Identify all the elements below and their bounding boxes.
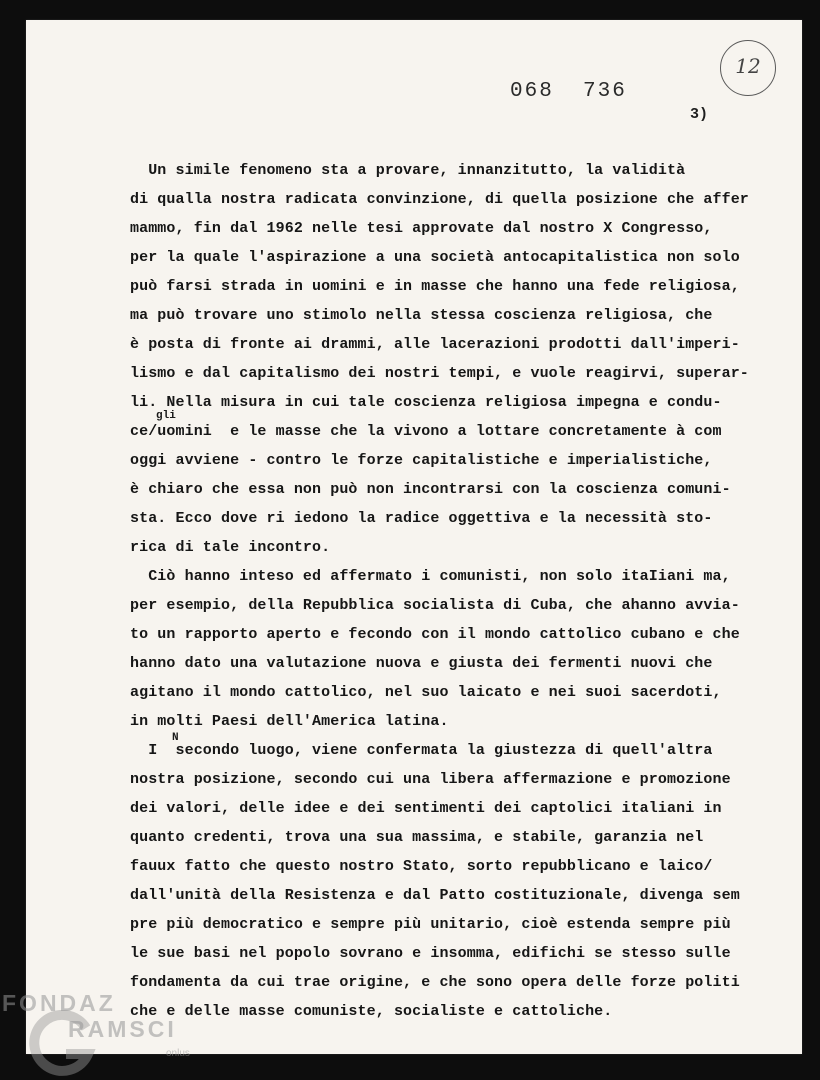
text-line: Ciò hanno inteso ed affermato i comunisti, non solo itaIiani ma,	[130, 568, 731, 585]
text-line: fauux fatto che questo nostro Stato, sorto repubblicano e laico/	[130, 858, 713, 875]
text-line: rica di tale incontro.	[130, 539, 331, 556]
document-number: 068 736	[510, 80, 627, 103]
text-line: agitano il mondo cattolico, nel suo laicato e nei suoi sacerdoti,	[130, 684, 722, 701]
text-line: per esempio, della Repubblica socialista di Cuba, che ahanno avvia-	[130, 597, 740, 614]
text-line: ce/uomini e le masse che la vivono a lottare concretamente à com	[130, 423, 722, 440]
text-line: che e delle masse comuniste, socialiste e cattoliche.	[130, 1003, 613, 1020]
text-line: to un rapporto aperto e fecondo con il mondo cattolico cubano e che	[130, 626, 740, 643]
text-line: può farsi strada in uomini e in masse che hanno una fede religiosa,	[130, 278, 740, 295]
text-line: pre più democratico e sempre più unitario, cioè estenda sempre più	[130, 916, 731, 933]
text-line: per la quale l'aspirazione a una società antocapitalistica non solo	[130, 249, 740, 266]
text-line: fondamenta da cui trae origine, e che sono opera delle forze politi	[130, 974, 740, 991]
document-page	[26, 20, 802, 1054]
text-line: mammo, fin dal 1962 nelle tesi approvate dal nostro X Congresso,	[130, 220, 713, 237]
text-line: oggi avviene - contro le forze capitalistiche e imperialistiche,	[130, 452, 713, 469]
text-line: dei valori, delle idee e dei sentimenti dei captolici italiani in	[130, 800, 722, 817]
text-line: hanno dato una valutazione nuova e giusta dei fermenti nuovi che	[130, 655, 713, 672]
text-line: le sue basi nel popolo sovrano e insomma, edifichi se stesso sulle	[130, 945, 731, 962]
text-line: di qualla nostra radicata convinzione, di quella posizione che affer	[130, 191, 749, 208]
text-line: è chiaro che essa non può non incontrarsi con la coscienza comuni-	[130, 481, 731, 498]
text-line: ma può trovare uno stimolo nella stessa coscienza religiosa, che	[130, 307, 713, 324]
text-line: sta. Ecco dove ri iedono la radice oggettiva e la necessità sto-	[130, 510, 713, 527]
watermark-line-1: FONDAZ	[2, 990, 116, 1016]
handwritten-insertion: N	[172, 732, 179, 744]
text-line: I secondo luogo, viene confermata la giustezza di quell'altra	[130, 742, 713, 759]
text-line: quanto credenti, trova una sua massima, e stabile, garanzia nel	[130, 829, 704, 846]
page-number-stamp	[720, 40, 776, 96]
watermark-logo	[0, 988, 240, 1080]
text-line: lismo e dal capitalismo dei nostri tempi, e vuole reagirvi, superar-	[130, 365, 749, 382]
watermark-line-2: RAMSCI	[68, 1016, 177, 1042]
text-line: è posta di fronte ai drammi, alle lacerazioni prodotti dall'imperi-	[130, 336, 740, 353]
handwritten-insertion: gli	[156, 410, 176, 422]
text-line: dall'unità della Resistenza e dal Patto costituzionale, divenga sem	[130, 887, 740, 904]
text-line: li. Nella misura in cui tale coscienza religiosa impegna e condu-	[130, 394, 722, 411]
text-line: nostra posizione, secondo cui una libera affermazione e promozione	[130, 771, 731, 788]
text-line: in molti Paesi dell'America latina.	[130, 713, 449, 730]
text-line: Un simile fenomeno sta a provare, innanzitutto, la validità	[130, 162, 686, 179]
watermark-subtitle: onlus	[166, 1048, 190, 1059]
stamp-number: 12	[735, 54, 761, 78]
page-marker: 3)	[690, 106, 709, 123]
